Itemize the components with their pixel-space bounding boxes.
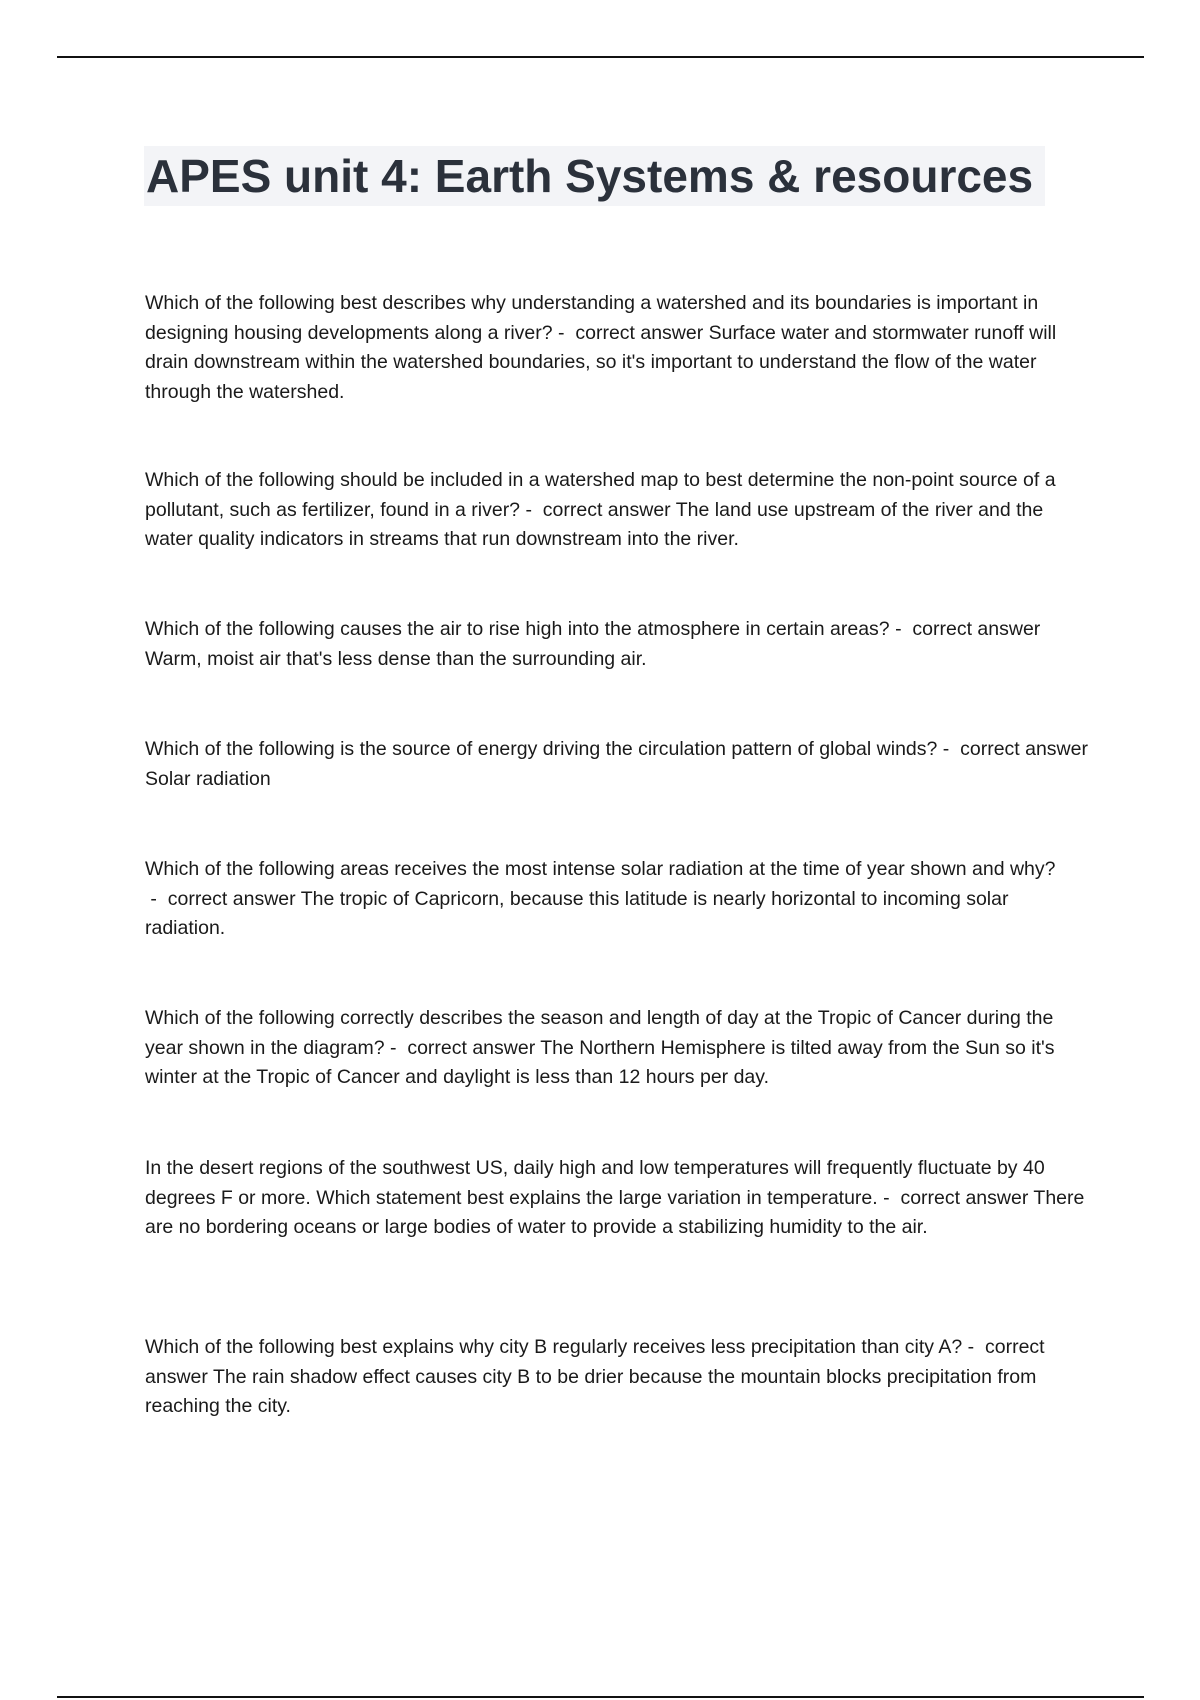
answer-label: correct answer — [575, 321, 704, 344]
question-text: Which of the following should be included in a watershed map to best determine the non-point source of a pollutant, such as fertilizer, found in a river? — [145, 469, 1056, 521]
question-text: Which of the following correctly describes the season and length of day at the Tropic of Cancer during the year shown in the diagram? — [145, 1007, 1054, 1059]
qa-item: Which of the following causes the air to rise high into the atmosphere in certain areas? - correct answer Warm, moist air that's less dense than the surrounding air. — [145, 618, 1041, 670]
answer-label: correct answer — [407, 1036, 536, 1059]
qa-item: Which of the following correctly describes the season and length of day at the Tropic of Cancer during the year shown in the diagram? - correct answer The Northern Hemisphere is tilted away from the Sun so it's winter at the Tropic of Cancer and daylight is less than 12 hours per day. — [145, 1007, 1055, 1088]
qa-item: Which of the following should be included in a watershed map to best determine the non-point source of a pollutant, such as fertilizer, found in a river? - correct answer The land use upstream of the river and the water quality indicators in streams that run downstream into the river. — [145, 469, 1056, 550]
qa-item: Which of the following best describes why understanding a watershed and its boundaries is important in designing housing developments along a river? - correct answer Surface water and stormwater runoff will drain downstream within the watershed boundaries, so it's important to understand the flow of the water through the watershed. — [145, 292, 1057, 403]
question-text: Which of the following is the source of energy driving the circulation pattern of global winds? — [145, 738, 938, 760]
answer-label: correct answer — [542, 498, 671, 521]
answer-text: Surface water and stormwater runoff will drain downstream within the watershed boundaries, so it's important to understand the flow of the water through the watershed. — [145, 321, 1057, 403]
qa-item: Which of the following best explains why city B regularly receives less precipitation than city A? - correct answer The rain shadow effect causes city B to be drier because the mountain blocks precipitation from reaching the city. — [145, 1336, 1045, 1417]
answer-text: Warm, moist air that's less dense than the surrounding air. — [145, 647, 647, 670]
qa-item: Which of the following is the source of energy driving the circulation pattern of global winds? - correct answer Solar radiation — [145, 738, 1088, 790]
answer-text: There are no bordering oceans or large bodies of water to provide a stabilizing humidity to the air. — [145, 1186, 1085, 1238]
answer-label: correct answer — [145, 1336, 1045, 1388]
answer-text: The rain shadow effect causes city B to be drier because the mountain blocks precipitation from reaching the city. — [145, 1365, 1037, 1417]
answer-label: correct answer — [912, 618, 1041, 640]
page-title: APES unit 4: Earth Systems & resources — [144, 146, 1045, 206]
question-text: Which of the following areas receives the most intense solar radiation at the time of year shown and why? — [145, 858, 1056, 880]
answer-label: correct answer — [900, 1186, 1029, 1209]
question-text: Which of the following best explains why city B regularly receives less precipitation than city A? — [145, 1336, 963, 1358]
answer-text: The land use upstream of the river and the water quality indicators in streams that run downstream into the river. — [145, 498, 1044, 550]
question-text: In the desert regions of the southwest US, daily high and low temperatures will frequently fluctuate by 40 degrees F or more. Which statement best explains the large variation in temperature. — [145, 1157, 1045, 1209]
bottom-rule — [57, 1696, 1144, 1698]
top-rule — [57, 56, 1144, 58]
qa-item: In the desert regions of the southwest US, daily high and low temperatures will frequently fluctuate by 40 degrees F or more. Which statement best explains the large variation in temperature. - correct answer There are no bordering oceans or large bodies of water to provide a stabilizing humidity to the air. — [145, 1157, 1085, 1238]
question-text: Which of the following causes the air to rise high into the atmosphere in certain areas? — [145, 618, 890, 640]
answer-text: Solar radiation — [145, 767, 271, 790]
answer-label: correct answer — [167, 887, 296, 910]
answer-label: correct answer — [960, 738, 1088, 760]
answer-text: The tropic of Capricorn, because this latitude is nearly horizontal to incoming solar radiation. — [145, 887, 1009, 939]
qa-item: Which of the following areas receives the most intense solar radiation at the time of year shown and why? - correct answer The tropic of Capricorn, because this latitude is nearly horizontal to incoming solar radiation. — [145, 858, 1056, 939]
question-text: Which of the following best describes why understanding a watershed and its boundaries is important in designing housing developments along a river? — [145, 292, 1039, 344]
answer-text: The Northern Hemisphere is tilted away from the Sun so it's winter at the Tropic of Cancer and daylight is less than 12 hours per day. — [145, 1036, 1055, 1088]
